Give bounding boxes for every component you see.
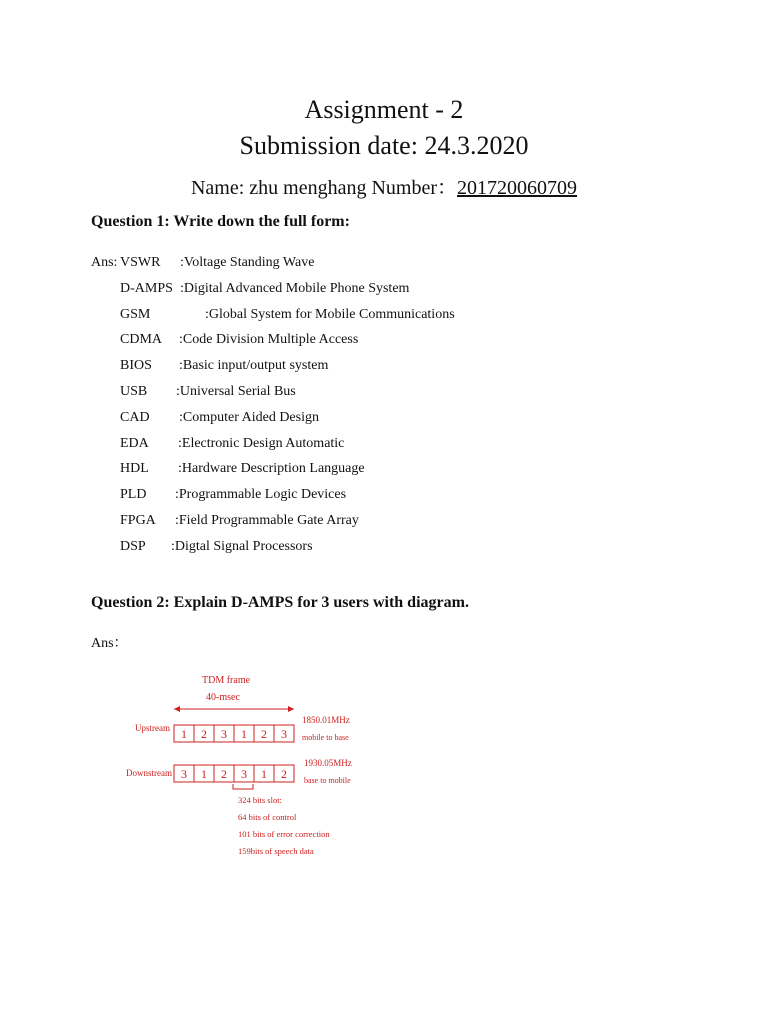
- abbreviation: D-AMPS: [120, 280, 173, 296]
- upstream-label: Upstream: [135, 723, 170, 733]
- abbreviation: HDL: [120, 461, 149, 477]
- downstream-direction: base to mobile: [304, 776, 351, 785]
- abbreviation: CDMA: [120, 332, 163, 348]
- abbreviation: GSM: [120, 306, 151, 322]
- upstream-slots: [174, 725, 294, 742]
- frame-duration-label: 40-msec: [206, 692, 240, 703]
- full-form: :Field Programmable Gate Array: [175, 513, 359, 528]
- full-form: :Voltage Standing Wave: [180, 255, 315, 270]
- slot-note: 324 bits slot:: [238, 795, 282, 805]
- full-form: :Code Division Multiple Access: [179, 332, 359, 348]
- tdm-frame-label: TDM frame: [202, 675, 251, 686]
- full-form: :Digital Advanced Mobile Phone System: [180, 280, 410, 296]
- q1-list-item: [91, 459, 691, 479]
- full-form: :Basic input/output system: [179, 358, 329, 374]
- question-1-heading: Question 1: Write down the full form:: [91, 213, 350, 230]
- q1-ans-label: Ans:: [91, 255, 121, 270]
- slot-notes: [238, 795, 330, 856]
- abbreviation: CAD: [120, 409, 150, 425]
- downstream-slot-number: 1: [261, 767, 267, 781]
- question-2-heading: Question 2: Explain D-AMPS for 3 users with diagram.: [91, 594, 469, 611]
- name-label: Name: zhu menghang Number：: [190, 177, 458, 199]
- q1-list-item: [91, 485, 691, 505]
- full-form: :Universal Serial Bus: [176, 384, 296, 399]
- q1-list-item: [91, 511, 691, 531]
- downstream-slot-number: 1: [201, 767, 207, 781]
- slot-note: 159bits of speech data: [238, 846, 314, 856]
- upstream-slot-number: 2: [201, 727, 207, 741]
- upstream-freq: 1850.01MHz: [302, 715, 350, 725]
- q1-list-item: [91, 279, 691, 299]
- q1-list-item: [91, 408, 691, 428]
- downstream-slot-number: 2: [281, 767, 287, 781]
- q1-list-item: [91, 382, 691, 402]
- full-form: :Global System for Mobile Communications: [205, 306, 455, 322]
- student-number: 201720060709: [457, 177, 578, 199]
- full-form: :Digtal Signal Processors: [171, 538, 313, 554]
- upstream-slot-number: 3: [221, 727, 227, 741]
- full-form: :Computer Aided Design: [179, 409, 319, 425]
- abbreviation: DSP: [120, 538, 146, 554]
- upstream-slot-number: 1: [181, 727, 187, 741]
- q1-list-item: [91, 434, 691, 454]
- q1-list-item: [91, 305, 691, 325]
- question-2-ans-label: Ans：: [91, 636, 128, 651]
- abbreviation: BIOS: [120, 358, 152, 374]
- arrow-left-head: [174, 706, 180, 712]
- q1-list-item: [91, 330, 691, 350]
- abbreviation: PLD: [120, 487, 147, 503]
- upstream-slot-number: 1: [241, 727, 247, 741]
- damps-tdm-diagram: [118, 668, 378, 858]
- downstream-slot-number: 3: [181, 767, 187, 781]
- full-form: :Hardware Description Language: [178, 461, 365, 477]
- abbreviation: EDA: [120, 435, 149, 451]
- slot-note: 64 bits of control: [238, 812, 297, 822]
- upstream-slot-number: 3: [281, 727, 287, 741]
- submission-date: Submission date: 24.3.2020: [239, 131, 529, 160]
- downstream-label: Downstream: [126, 768, 172, 778]
- upstream-slot-number: 2: [261, 727, 267, 741]
- upstream-direction: mobile to base: [302, 733, 349, 742]
- slot-bracket: [233, 784, 253, 789]
- downstream-slots: [174, 765, 294, 782]
- q1-list-item: [91, 537, 691, 557]
- name-number-line: [0, 174, 768, 202]
- downstream-slot-number: 3: [241, 767, 247, 781]
- downstream-slot-number: 2: [221, 767, 227, 781]
- arrow-right-head: [288, 706, 294, 712]
- full-form: :Programmable Logic Devices: [175, 487, 347, 503]
- slot-note: 101 bits of error correction: [238, 829, 330, 839]
- q1-list-item: [91, 356, 691, 376]
- q1-list-item: [91, 253, 691, 273]
- abbreviation: FPGA: [120, 513, 156, 528]
- abbreviation: VSWR: [120, 255, 161, 270]
- assignment-title: Assignment - 2: [304, 95, 464, 124]
- full-form: :Electronic Design Automatic: [178, 435, 345, 451]
- downstream-freq: 1930.05MHz: [304, 758, 352, 768]
- abbreviation: USB: [120, 384, 148, 399]
